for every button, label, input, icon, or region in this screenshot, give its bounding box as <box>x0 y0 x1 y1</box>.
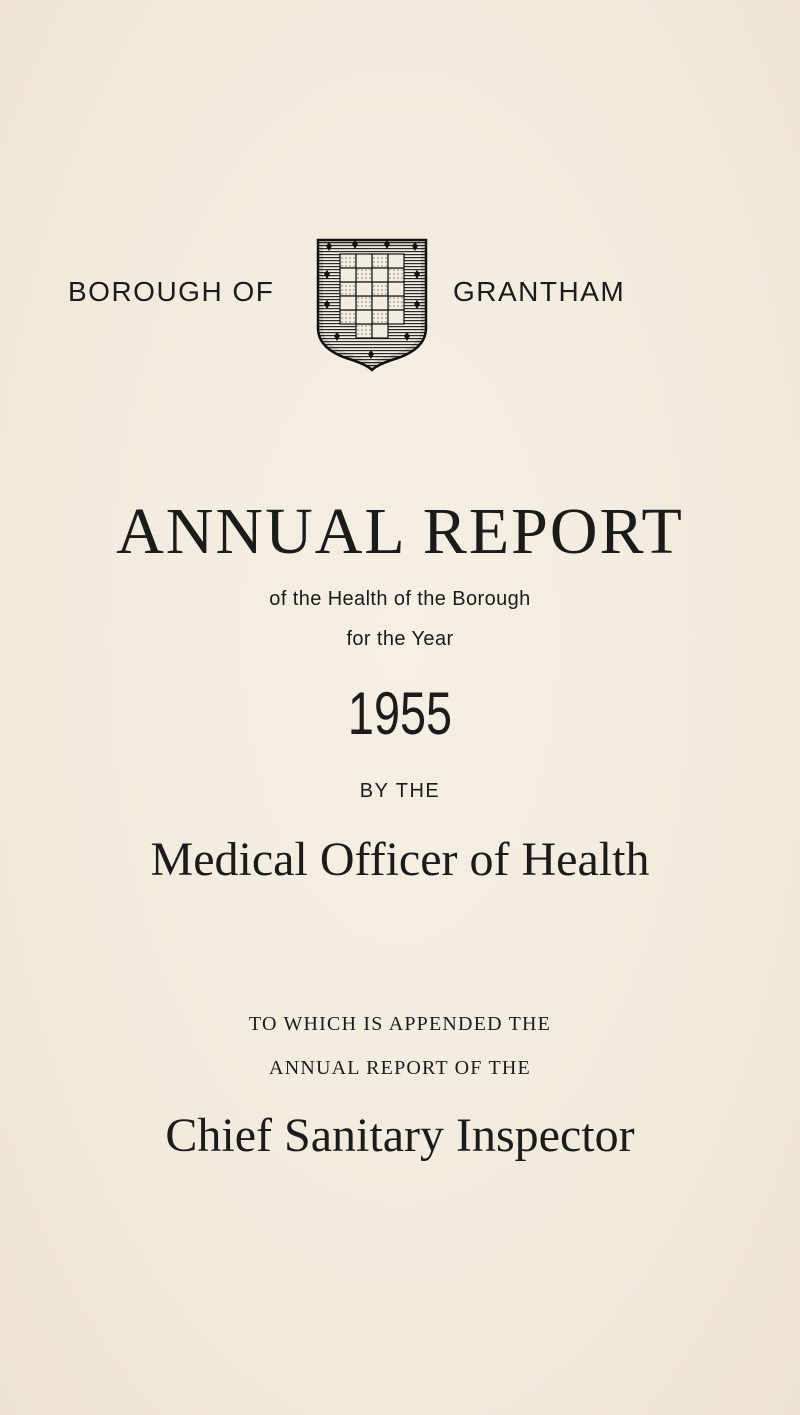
subtitle-line-2: for the Year <box>346 628 454 650</box>
town-name: GRANTHAM <box>453 276 626 307</box>
coat-of-arms-icon <box>312 236 432 372</box>
appendix-line-1: TO WHICH IS APPENDED THE <box>248 1013 552 1035</box>
by-line: BY THE <box>359 780 441 802</box>
appendix-line-2: ANNUAL REPORT OF THE <box>269 1057 531 1079</box>
appendix-author: Chief Sanitary Inspector <box>165 1109 635 1162</box>
report-year: 1955 <box>347 680 453 747</box>
header <box>0 236 800 376</box>
borough-label: BOROUGH OF <box>68 276 275 307</box>
subtitle-line-1: of the Health of the Borough <box>269 588 531 610</box>
author-title: Medical Officer of Health <box>150 833 650 886</box>
report-title: ANNUAL REPORT <box>116 495 684 568</box>
